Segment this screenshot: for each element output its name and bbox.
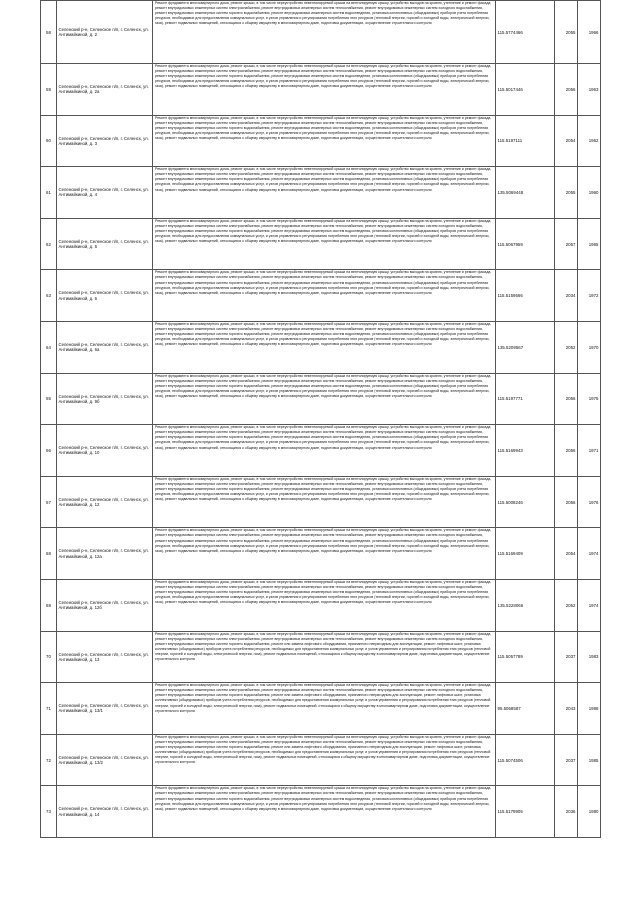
building-address: Селенский р-н, Селенское п/п, г. Селенск, ул. Антимайкиной, д. 2 [57, 1, 153, 64]
row-number: 73 [41, 786, 57, 838]
building-area: 95.5068587 [496, 683, 555, 735]
repair-year: 2056 [555, 476, 578, 528]
repair-year: 2056 [555, 373, 578, 425]
building-address: Селенский р-н, Селенское п/п, г. Селенск, ул. Антимайкиной, д. 6 [57, 270, 153, 322]
building-area: 115.5008246 [496, 476, 555, 528]
repair-year: 2056 [555, 425, 578, 477]
table-row [41, 683, 601, 735]
building-address: Селенский р-н, Селенское п/п, г. Селенск, ул. Антимайкиной, д. 12а [57, 528, 153, 580]
row-number: 68 [41, 528, 57, 580]
building-address: Селенский р-н, Селенское п/п, г. Селенск, ул. Антимайкиной, д. 5 [57, 218, 153, 270]
building-area: 115.5159566 [496, 270, 555, 322]
construction-year: 1980 [578, 786, 601, 838]
table-row [41, 115, 601, 167]
construction-year: 1974 [578, 579, 601, 631]
building-area: 135.5069448 [496, 167, 555, 219]
repair-year: 2043 [555, 683, 578, 735]
row-number: 65 [41, 373, 57, 425]
building-area: 115.5169943 [496, 425, 555, 477]
building-address: Селенский р-н, Селенское п/п, г. Селенск, ул. Антимайкиной, д. 13 [57, 631, 153, 683]
table-row [41, 425, 601, 477]
repair-works-description: Ремонт фундамента многоквартирного дома, ремонт крыши, в том числе переустройство невентилируемой крыши на вентилируемую крышу, устройство выходов на кровлю, утепление и ремонт фасада, ремонт внутридомовых инженерных систем электроснабжения, ремонт внутридомовых инженерных систем теплоснабжения, ремонт внутридомовых инженерных систем холодного водоснабжения, ремонт внутридомовых инженерных систем горячего водоснабжения, ремонт внутридомовых инженерных систем водоотведения, установка коллективных (общедомовых) приборов учета потребления ресурсов, необходимых для предоставления коммунальных услуг, и узлов управления и регулирования потребления этих ресурсов (тепловой энергии, горячей и холодной воды, электрической энергии, газа), ремонт подвальных помещений, относящихся к общему имуществу в многоквартирном доме, подготовка документации, осуществление строительного контроля [153, 64, 496, 116]
table-row [41, 476, 601, 528]
repair-works-description: Ремонт фундамента многоквартирного дома, ремонт крыши, в том числе переустройство невентилируемой крыши на вентилируемую крышу, устройство выходов на кровлю, утепление и ремонт фасада, ремонт внутридомовых инженерных систем электроснабжения, ремонт внутридомовых инженерных систем теплоснабжения, ремонт внутридомовых инженерных систем холодного водоснабжения, ремонт внутридомовых инженерных систем горячего водоснабжения, ремонт внутридомовых инженерных систем водоотведения, установка коллективных (общедомовых) приборов учета потребления ресурсов, необходимых для предоставления коммунальных услуг, и узлов управления и регулирования потребления этих ресурсов (тепловой энергии, горячей и холодной воды, электрической энергии, газа), ремонт подвальных помещений, относящихся к общему имуществу в многоквартирном доме, подготовка документации, осуществление строительного контроля [153, 115, 496, 167]
repair-year: 2037 [555, 734, 578, 786]
table-row [41, 1, 601, 64]
repair-works-description: Ремонт фундамента многоквартирного дома, ремонт крыши, в том числе переустройство невентилируемой крыши на вентилируемую крышу, устройство выходов на кровлю, утепление и ремонт фасада, ремонт внутридомовых инженерных систем электроснабжения, ремонт внутридомовых инженерных систем теплоснабжения, ремонт внутридомовых инженерных систем холодного водоснабжения, ремонт внутридомовых инженерных систем горячего водоснабжения, ремонт или замена лифтового оборудования, признанного непригодным для эксплуатации, ремонт лифтовых шахт, установка коллективных (общедомовых) приборов учета потребления ресурсов, необходимых для предоставления коммунальных услуг, и узлов управления и регулирования потребления этих ресурсов (тепловой энергии, горячей и холодной воды, электрической энергии, газа), ремонт подвальных помещений, относящихся к общему имуществу в многоквартирном доме, подготовка документации, осуществление строительного контроля [153, 734, 496, 786]
construction-year: 1971 [578, 425, 601, 477]
repair-year: 2057 [555, 218, 578, 270]
construction-year: 1963 [578, 64, 601, 116]
building-area: 115.5067959 [496, 218, 555, 270]
row-number: 66 [41, 425, 57, 477]
repair-works-description: Ремонт фундамента многоквартирного дома, ремонт крыши, в том числе переустройство невентилируемой крыши на вентилируемую крышу, устройство выходов на кровлю, утепление и ремонт фасада, ремонт внутридомовых инженерных систем электроснабжения, ремонт внутридомовых инженерных систем теплоснабжения, ремонт внутридомовых инженерных систем холодного водоснабжения, ремонт внутридомовых инженерных систем горячего водоснабжения, ремонт или замена лифтового оборудования, признанного непригодным для эксплуатации, ремонт лифтовых шахт, установка коллективных (общедомовых) приборов учета потребления ресурсов, необходимых для предоставления коммунальных услуг, и узлов управления и регулирования потребления этих ресурсов (тепловой энергии, горячей и холодной воды, электрической энергии, газа), ремонт подвальных помещений, относящихся к общему имуществу в многоквартирном доме, подготовка документации, осуществление строительного контроля [153, 631, 496, 683]
repair-works-description: Ремонт фундамента многоквартирного дома, ремонт крыши, в том числе переустройство невентилируемой крыши на вентилируемую крышу, устройство выходов на кровлю, утепление и ремонт фасада, ремонт внутридомовых инженерных систем электроснабжения, ремонт внутридомовых инженерных систем теплоснабжения, ремонт внутридомовых инженерных систем холодного водоснабжения, ремонт внутридомовых инженерных систем горячего водоснабжения, ремонт внутридомовых инженерных систем водоотведения, установка коллективных (общедомовых) приборов учета потребления ресурсов, необходимых для предоставления коммунальных услуг, и узлов управления и регулирования потребления этих ресурсов (тепловой энергии, горячей и холодной воды, электрической энергии, газа), ремонт подвальных помещений, относящихся к общему имуществу в многоквартирном доме, подготовка документации, осуществление строительного контроля [153, 373, 496, 425]
construction-year: 1962 [578, 115, 601, 167]
table-row [41, 167, 601, 219]
repair-program-table [40, 0, 601, 838]
building-address: Селенский р-н, Селенское п/п, г. Селенск, ул. Антимайкиной, д. 4 [57, 167, 153, 219]
repair-year: 2055 [555, 1, 578, 64]
building-area: 115.5197771 [496, 373, 555, 425]
construction-year: 1975 [578, 373, 601, 425]
building-area: 115.5179905 [496, 786, 555, 838]
building-area: 115.5017446 [496, 64, 555, 116]
repair-works-description: Ремонт фундамента многоквартирного дома, ремонт крыши, в том числе переустройство невентилируемой крыши на вентилируемую крышу, устройство выходов на кровлю, утепление и ремонт фасада, ремонт внутридомовых инженерных систем электроснабжения, ремонт внутридомовых инженерных систем теплоснабжения, ремонт внутридомовых инженерных систем холодного водоснабжения, ремонт внутридомовых инженерных систем горячего водоснабжения, ремонт внутридомовых инженерных систем водоотведения, установка коллективных (общедомовых) приборов учета потребления ресурсов, необходимых для предоставления коммунальных услуг, и узлов управления и регулирования потребления этих ресурсов (тепловой энергии, горячей и холодной воды, электрической энергии, газа), ремонт подвальных помещений, относящихся к общему имуществу в многоквартирном доме, подготовка документации, осуществление строительного контроля [153, 579, 496, 631]
repair-works-description: Ремонт фундамента многоквартирного дома, ремонт крыши, в том числе переустройство невентилируемой крыши на вентилируемую крышу, устройство выходов на кровлю, утепление и ремонт фасада, ремонт внутридомовых инженерных систем электроснабжения, ремонт внутридомовых инженерных систем теплоснабжения, ремонт внутридомовых инженерных систем холодного водоснабжения, ремонт внутридомовых инженерных систем горячего водоснабжения, ремонт внутридомовых инженерных систем водоотведения, установка коллективных (общедомовых) приборов учета потребления ресурсов, необходимых для предоставления коммунальных услуг, и узлов управления и регулирования потребления этих ресурсов (тепловой энергии, горячей и холодной воды, электрической энергии, газа), ремонт подвальных помещений, относящихся к общему имуществу в многоквартирном доме, подготовка документации, осуществление строительного контроля [153, 167, 496, 219]
table-row [41, 270, 601, 322]
table-row [41, 528, 601, 580]
repair-year: 2054 [555, 528, 578, 580]
row-number: 72 [41, 734, 57, 786]
repair-year: 2037 [555, 631, 578, 683]
building-address: Селенский р-н, Селенское п/п, г. Селенск, ул. Антимайкиной, д. 12 [57, 476, 153, 528]
building-area: 135.5209567 [496, 321, 555, 373]
repair-works-description: Ремонт фундамента многоквартирного дома, ремонт крыши, в том числе переустройство невентилируемой крыши на вентилируемую крышу, устройство выходов на кровлю, утепление и ремонт фасада, ремонт внутридомовых инженерных систем электроснабжения, ремонт внутридомовых инженерных систем теплоснабжения, ремонт внутридомовых инженерных систем холодного водоснабжения, ремонт внутридомовых инженерных систем горячего водоснабжения, ремонт внутридомовых инженерных систем водоотведения, установка коллективных (общедомовых) приборов учета потребления ресурсов, необходимых для предоставления коммунальных услуг, и узлов управления и регулирования потребления этих ресурсов (тепловой энергии, горячей и холодной воды, электрической энергии, газа), ремонт подвальных помещений, относящихся к общему имуществу в многоквартирном доме, подготовка документации, осуществление строительного контроля [153, 425, 496, 477]
row-number: 71 [41, 683, 57, 735]
construction-year: 1985 [578, 734, 601, 786]
repair-works-description: Ремонт фундамента многоквартирного дома, ремонт крыши, в том числе переустройство невентилируемой крыши на вентилируемую крышу, устройство выходов на кровлю, утепление и ремонт фасада, ремонт внутридомовых инженерных систем электроснабжения, ремонт внутридомовых инженерных систем теплоснабжения, ремонт внутридомовых инженерных систем холодного водоснабжения, ремонт внутридомовых инженерных систем горячего водоснабжения, ремонт внутридомовых инженерных систем водоотведения, установка коллективных (общедомовых) приборов учета потребления ресурсов, необходимых для предоставления коммунальных услуг, и узлов управления и регулирования потребления этих ресурсов (тепловой энергии, горячей и холодной воды, электрической энергии, газа), ремонт подвальных помещений, относящихся к общему имуществу в многоквартирном доме, подготовка документации, осуществление строительного контроля [153, 786, 496, 838]
building-address: Селенский р-н, Селенское п/п, г. Селенск, ул. Антимайкиной, д. 10 [57, 425, 153, 477]
repair-year: 2054 [555, 115, 578, 167]
building-area: 115.5197111 [496, 115, 555, 167]
table-row [41, 631, 601, 683]
table-body [41, 1, 601, 838]
building-area: 115.5074506 [496, 734, 555, 786]
row-number: 61 [41, 167, 57, 219]
building-address: Селенский р-н, Селенское п/п, г. Селенск, ул. Антимайкиной, д. 3 [57, 115, 153, 167]
table-row [41, 373, 601, 425]
building-area: 115.5057789 [496, 631, 555, 683]
building-address: Селенский р-н, Селенское п/п, г. Селенск, ул. Антимайкиной, д. 9б [57, 373, 153, 425]
building-address: Селенский р-н, Селенское п/п, г. Селенск, ул. Антимайкиной, д. 12б [57, 579, 153, 631]
construction-year: 1972 [578, 270, 601, 322]
construction-year: 1966 [578, 1, 601, 64]
building-address: Селенский р-н, Селенское п/п, г. Селенск, ул. Антимайкиной, д. 6а [57, 321, 153, 373]
repair-works-description: Ремонт фундамента многоквартирного дома, ремонт крыши, в том числе переустройство невентилируемой крыши на вентилируемую крышу, устройство выходов на кровлю, утепление и ремонт фасада, ремонт внутридомовых инженерных систем электроснабжения, ремонт внутридомовых инженерных систем теплоснабжения, ремонт внутридомовых инженерных систем холодного водоснабжения, ремонт внутридомовых инженерных систем горячего водоснабжения, ремонт внутридомовых инженерных систем водоотведения, установка коллективных (общедомовых) приборов учета потребления ресурсов, необходимых для предоставления коммунальных услуг, и узлов управления и регулирования потребления этих ресурсов (тепловой энергии, горячей и холодной воды, электрической энергии, газа), ремонт подвальных помещений, относящихся к общему имуществу в многоквартирном доме, подготовка документации, осуществление строительного контроля [153, 270, 496, 322]
row-number: 63 [41, 270, 57, 322]
construction-year: 1965 [578, 218, 601, 270]
construction-year: 1988 [578, 683, 601, 735]
repair-year: 2036 [555, 786, 578, 838]
table-row [41, 579, 601, 631]
table-row [41, 321, 601, 373]
repair-works-description: Ремонт фундамента многоквартирного дома, ремонт крыши, в том числе переустройство невентилируемой крыши на вентилируемую крышу, устройство выходов на кровлю, утепление и ремонт фасада, ремонт внутридомовых инженерных систем электроснабжения, ремонт внутридомовых инженерных систем теплоснабжения, ремонт внутридомовых инженерных систем холодного водоснабжения, ремонт внутридомовых инженерных систем горячего водоснабжения, ремонт внутридомовых инженерных систем водоотведения, установка коллективных (общедомовых) приборов учета потребления ресурсов, необходимых для предоставления коммунальных услуг, и узлов управления и регулирования потребления этих ресурсов (тепловой энергии, горячей и холодной воды, электрической энергии, газа), ремонт подвальных помещений, относящихся к общему имуществу в многоквартирном доме, подготовка документации, осуществление строительного контроля [153, 321, 496, 373]
table-row [41, 734, 601, 786]
table-row [41, 64, 601, 116]
repair-works-description: Ремонт фундамента многоквартирного дома, ремонт крыши, в том числе переустройство невентилируемой крыши на вентилируемую крышу, устройство выходов на кровлю, утепление и ремонт фасада, ремонт внутридомовых инженерных систем электроснабжения, ремонт внутридомовых инженерных систем теплоснабжения, ремонт внутридомовых инженерных систем холодного водоснабжения, ремонт внутридомовых инженерных систем горячего водоснабжения, ремонт внутридомовых инженерных систем водоотведения, установка коллективных (общедомовых) приборов учета потребления ресурсов, необходимых для предоставления коммунальных услуг, и узлов управления и регулирования потребления этих ресурсов (тепловой энергии, горячей и холодной воды, электрической энергии, газа), ремонт подвальных помещений, относящихся к общему имуществу в многоквартирном доме, подготовка документации, осуществление строительного контроля [153, 218, 496, 270]
building-address: Селенский р-н, Селенское п/п, г. Селенск, ул. Антимайкиной, д. 2а [57, 64, 153, 116]
building-area: 135.5228066 [496, 579, 555, 631]
construction-year: 1983 [578, 631, 601, 683]
building-area: 115.5774466 [496, 1, 555, 64]
construction-year: 1970 [578, 321, 601, 373]
building-address: Селенский р-н, Селенское п/п, г. Селенск, ул. Антимайкиной, д. 13/2 [57, 734, 153, 786]
row-number: 58 [41, 1, 57, 64]
construction-year: 1974 [578, 528, 601, 580]
building-address: Селенский р-н, Селенское п/п, г. Селенск, ул. Антимайкиной, д. 13/1 [57, 683, 153, 735]
repair-works-description: Ремонт фундамента многоквартирного дома, ремонт крыши, в том числе переустройство невентилируемой крыши на вентилируемую крышу, устройство выходов на кровлю, утепление и ремонт фасада, ремонт внутридомовых инженерных систем электроснабжения, ремонт внутридомовых инженерных систем теплоснабжения, ремонт внутридомовых инженерных систем холодного водоснабжения, ремонт внутридомовых инженерных систем горячего водоснабжения, ремонт внутридомовых инженерных систем водоотведения, установка коллективных (общедомовых) приборов учета потребления ресурсов, необходимых для предоставления коммунальных услуг, и узлов управления и регулирования потребления этих ресурсов (тепловой энергии, горячей и холодной воды, электрической энергии, газа), ремонт подвальных помещений, относящихся к общему имуществу в многоквартирном доме, подготовка документации, осуществление строительного контроля [153, 1, 496, 64]
table-row [41, 218, 601, 270]
building-address: Селенский р-н, Селенское п/п, г. Селенск, ул. Антимайкиной, д. 14 [57, 786, 153, 838]
repair-year: 2056 [555, 64, 578, 116]
repair-works-description: Ремонт фундамента многоквартирного дома, ремонт крыши, в том числе переустройство невентилируемой крыши на вентилируемую крышу, устройство выходов на кровлю, утепление и ремонт фасада, ремонт внутридомовых инженерных систем электроснабжения, ремонт внутридомовых инженерных систем теплоснабжения, ремонт внутридомовых инженерных систем холодного водоснабжения, ремонт внутридомовых инженерных систем горячего водоснабжения, ремонт внутридомовых инженерных систем водоотведения, установка коллективных (общедомовых) приборов учета потребления ресурсов, необходимых для предоставления коммунальных услуг, и узлов управления и регулирования потребления этих ресурсов (тепловой энергии, горячей и холодной воды, электрической энергии, газа), ремонт подвальных помещений, относящихся к общему имуществу в многоквартирном доме, подготовка документации, осуществление строительного контроля [153, 528, 496, 580]
repair-year: 2034 [555, 270, 578, 322]
row-number: 62 [41, 218, 57, 270]
row-number: 69 [41, 579, 57, 631]
row-number: 67 [41, 476, 57, 528]
repair-year: 2055 [555, 167, 578, 219]
row-number: 60 [41, 115, 57, 167]
repair-works-description: Ремонт фундамента многоквартирного дома, ремонт крыши, в том числе переустройство невентилируемой крыши на вентилируемую крышу, устройство выходов на кровлю, утепление и ремонт фасада, ремонт внутридомовых инженерных систем электроснабжения, ремонт внутридомовых инженерных систем теплоснабжения, ремонт внутридомовых инженерных систем холодного водоснабжения, ремонт внутридомовых инженерных систем горячего водоснабжения, ремонт или замена лифтового оборудования, признанного непригодным для эксплуатации, ремонт лифтовых шахт, установка коллективных (общедомовых) приборов учета потребления ресурсов, необходимых для предоставления коммунальных услуг, и узлов управления и регулирования потребления этих ресурсов (тепловой энергии, горячей и холодной воды, электрической энергии, газа), ремонт подвальных помещений, относящихся к общему имуществу в многоквартирном доме, подготовка документации, осуществление строительного контроля [153, 683, 496, 735]
construction-year: 1976 [578, 476, 601, 528]
document-page [40, 0, 600, 838]
building-area: 115.5169409 [496, 528, 555, 580]
repair-year: 2052 [555, 321, 578, 373]
row-number: 70 [41, 631, 57, 683]
table-row [41, 786, 601, 838]
row-number: 64 [41, 321, 57, 373]
row-number: 59 [41, 64, 57, 116]
repair-year: 2052 [555, 579, 578, 631]
repair-works-description: Ремонт фундамента многоквартирного дома, ремонт крыши, в том числе переустройство невентилируемой крыши на вентилируемую крышу, устройство выходов на кровлю, утепление и ремонт фасада, ремонт внутридомовых инженерных систем электроснабжения, ремонт внутридомовых инженерных систем теплоснабжения, ремонт внутридомовых инженерных систем холодного водоснабжения, ремонт внутридомовых инженерных систем горячего водоснабжения, ремонт внутридомовых инженерных систем водоотведения, установка коллективных (общедомовых) приборов учета потребления ресурсов, необходимых для предоставления коммунальных услуг, и узлов управления и регулирования потребления этих ресурсов (тепловой энергии, горячей и холодной воды, электрической энергии, газа), ремонт подвальных помещений, относящихся к общему имуществу в многоквартирном доме, подготовка документации, осуществление строительного контроля [153, 476, 496, 528]
construction-year: 1960 [578, 167, 601, 219]
